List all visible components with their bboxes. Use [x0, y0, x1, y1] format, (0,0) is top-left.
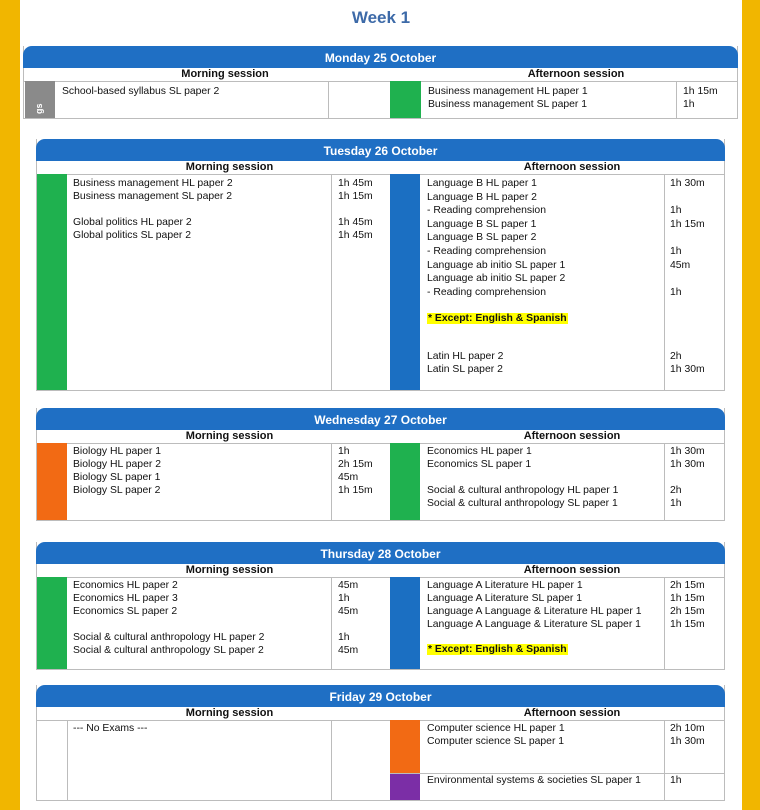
exam-duration: 1h 30m [670, 736, 705, 747]
morning-exam-list [73, 722, 147, 735]
day-tuesday [36, 139, 725, 391]
exam-name: - Reading comprehension [427, 286, 546, 298]
exam-duration: 1h 15m [683, 86, 718, 97]
exam-duration: 2h 15m [338, 459, 373, 470]
exam-duration: 1h [670, 498, 682, 509]
exam-name: Business management HL paper 2 [73, 178, 233, 189]
exam-duration: 1h 45m [338, 217, 373, 228]
exam-name: Business management SL paper 2 [73, 191, 233, 202]
exam-name: Economics HL paper 2 [73, 580, 178, 591]
exam-duration: 1h 45m [338, 230, 373, 241]
exam-name: Language B HL paper 2 [427, 191, 537, 203]
exam-duration: 2h 15m [670, 606, 705, 617]
exam-duration: 1h [670, 775, 682, 786]
exam-duration: 1h 30m [670, 364, 705, 375]
exam-name: Biology HL paper 2 [73, 459, 161, 470]
exam-duration: 1h 15m [670, 619, 705, 630]
exam-name: Language B SL paper 2 [427, 232, 537, 244]
afternoon-extra-list [427, 350, 503, 376]
exam-name: Computer science HL paper 1 [427, 723, 565, 734]
exam-duration: 1h [338, 593, 350, 604]
exam-name: Latin HL paper 2 [427, 351, 504, 362]
no-exams-text: --- No Exams --- [73, 723, 148, 734]
exam-duration: 1h 30m [670, 459, 705, 470]
exam-name: Language B HL paper 1 [427, 178, 537, 189]
day-monday [23, 46, 738, 119]
morning-duration-list [338, 445, 373, 497]
morning-duration-list [338, 579, 358, 657]
exam-name: Social & cultural anthropology SL paper 1 [427, 498, 618, 509]
exam-name: Social & cultural anthropology SL paper 2 [73, 645, 264, 656]
exam-duration: 45m [338, 606, 359, 617]
exam-name: Global politics SL paper 2 [73, 230, 192, 241]
morning-exam-list [73, 579, 264, 657]
exam-name: Economics HL paper 1 [427, 446, 532, 457]
page-title: Week 1 [351, 8, 411, 27]
exam-duration: 45m [338, 472, 359, 483]
morning-session-label: Morning session [185, 430, 274, 442]
morning-session-label: Morning session [185, 564, 274, 576]
afternoon-exam-list [427, 177, 565, 299]
exam-duration: 45m [670, 259, 691, 271]
exam-name: Computer science SL paper 1 [427, 736, 565, 747]
subject-color-bar [37, 443, 67, 520]
exam-name: Social & cultural anthropology HL paper 2 [73, 632, 265, 643]
subject-color-bar [390, 774, 420, 800]
afternoon-session-label: Afternoon session [527, 68, 625, 80]
afternoon-exam-list [427, 579, 642, 631]
exam-duration [338, 203, 373, 216]
timetable-page [20, 0, 742, 810]
day-header: Wednesday 27 October [36, 408, 725, 430]
exam-duration: 1h [670, 205, 682, 217]
subject-color-bar [390, 174, 420, 390]
afternoon-duration-list [683, 85, 718, 111]
exam-name: Business management HL paper 1 [428, 86, 588, 97]
exam-name: School-based syllabus SL paper 2 [62, 86, 220, 97]
exam-name [73, 203, 233, 216]
day-friday [36, 685, 725, 801]
subject-color-bar [390, 577, 420, 669]
exam-duration: 2h [670, 485, 682, 496]
exam-duration: 1h [670, 286, 682, 298]
exam-duration [338, 618, 358, 631]
subject-color-bar [390, 720, 420, 773]
exam-duration: 1h 30m [670, 178, 705, 189]
exam-duration: 1h [683, 99, 695, 110]
afternoon-extra-list [427, 774, 641, 787]
morning-session-label: Morning session [185, 707, 274, 719]
morning-session-label: Morning session [181, 68, 269, 80]
exam-name: Biology SL paper 1 [73, 472, 161, 483]
exam-name: Language ab initio SL paper 1 [427, 259, 566, 271]
exam-duration [670, 191, 705, 205]
exam-name: Language B SL paper 1 [427, 218, 537, 230]
exam-name: Biology HL paper 1 [73, 446, 161, 457]
afternoon-exam-list [428, 85, 588, 111]
exam-duration: 1h 30m [670, 446, 705, 457]
exam-duration: 1h 15m [670, 593, 705, 604]
exam-duration: 2h 10m [670, 723, 705, 734]
exam-name: Language A Literature HL paper 1 [427, 580, 583, 591]
exam-name: Global politics HL paper 2 [73, 217, 192, 228]
subject-color-bar [390, 443, 420, 520]
afternoon-extra-durations [670, 774, 682, 787]
exam-duration: 1h [338, 446, 350, 457]
morning-exam-list [73, 445, 161, 497]
exam-duration: 1h [670, 245, 682, 257]
exam-duration: 1h 15m [338, 191, 373, 202]
exception-note [427, 643, 568, 656]
morning-session-label: Morning session [185, 161, 274, 173]
exam-name: Environmental systems & societies SL paper 1 [427, 775, 641, 786]
subject-color-bar [37, 174, 67, 390]
day-wednesday [36, 408, 725, 521]
exam-name [427, 471, 618, 484]
exception-note-text: * Except: English & Spanish [428, 313, 567, 324]
morning-exam-list [62, 85, 219, 98]
afternoon-exam-list [427, 445, 618, 510]
day-thursday [36, 542, 725, 670]
exam-duration: 2h 15m [670, 580, 705, 591]
day-header: Monday 25 October [23, 46, 738, 68]
subject-color-bar [37, 577, 67, 669]
day-header: Friday 29 October [36, 685, 725, 707]
exam-name: Language ab initio SL paper 2 [427, 273, 566, 285]
exam-name: Language A Literature SL paper 1 [427, 593, 583, 604]
afternoon-session-label: Afternoon session [523, 430, 621, 442]
exam-duration: 1h 45m [338, 178, 373, 189]
exam-duration: 1h [338, 632, 350, 643]
exception-note [427, 312, 568, 325]
afternoon-session-label: Afternoon session [523, 564, 621, 576]
exam-duration [670, 231, 705, 245]
exam-name: Language A Language & Literature HL paper 1 [427, 606, 642, 617]
afternoon-session-label: Afternoon session [523, 707, 621, 719]
exam-duration: 45m [338, 645, 359, 656]
afternoon-duration-list [670, 579, 705, 631]
afternoon-duration-list [670, 177, 705, 299]
day-header: Thursday 28 October [36, 542, 725, 564]
exam-duration: 1h 15m [338, 485, 373, 496]
exam-name: Economics SL paper 2 [73, 606, 178, 617]
afternoon-duration-list [670, 722, 705, 748]
exam-name: - Reading comprehension [427, 205, 546, 217]
exam-duration [670, 471, 705, 484]
exam-name [73, 618, 264, 631]
exam-name: Biology SL paper 2 [73, 485, 161, 496]
exam-name: Economics HL paper 3 [73, 593, 178, 604]
subject-color-bar [390, 81, 421, 118]
exam-duration: 2h [670, 351, 682, 362]
afternoon-extra-durations [670, 350, 705, 376]
exam-duration: 1h 15m [670, 218, 705, 230]
exam-duration: 45m [338, 580, 359, 591]
afternoon-exam-list [427, 722, 565, 748]
morning-exam-list [73, 177, 233, 242]
morning-duration-list [338, 177, 373, 242]
exam-name: Latin SL paper 2 [427, 364, 503, 375]
afternoon-duration-list [670, 445, 705, 510]
afternoon-session-label: Afternoon session [523, 161, 621, 173]
exam-name: Economics SL paper 1 [427, 459, 532, 470]
exception-note-text: * Except: English & Spanish [428, 644, 567, 655]
day-header: Tuesday 26 October [36, 139, 725, 161]
cropped-side-label: gs [34, 103, 44, 114]
exam-name: Language A Language & Literature SL paper 1 [427, 619, 641, 630]
exam-name: Social & cultural anthropology HL paper 1 [427, 485, 619, 496]
exam-name: Business management SL paper 1 [428, 99, 588, 110]
exam-name: - Reading comprehension [427, 245, 546, 257]
exam-duration [670, 272, 705, 286]
